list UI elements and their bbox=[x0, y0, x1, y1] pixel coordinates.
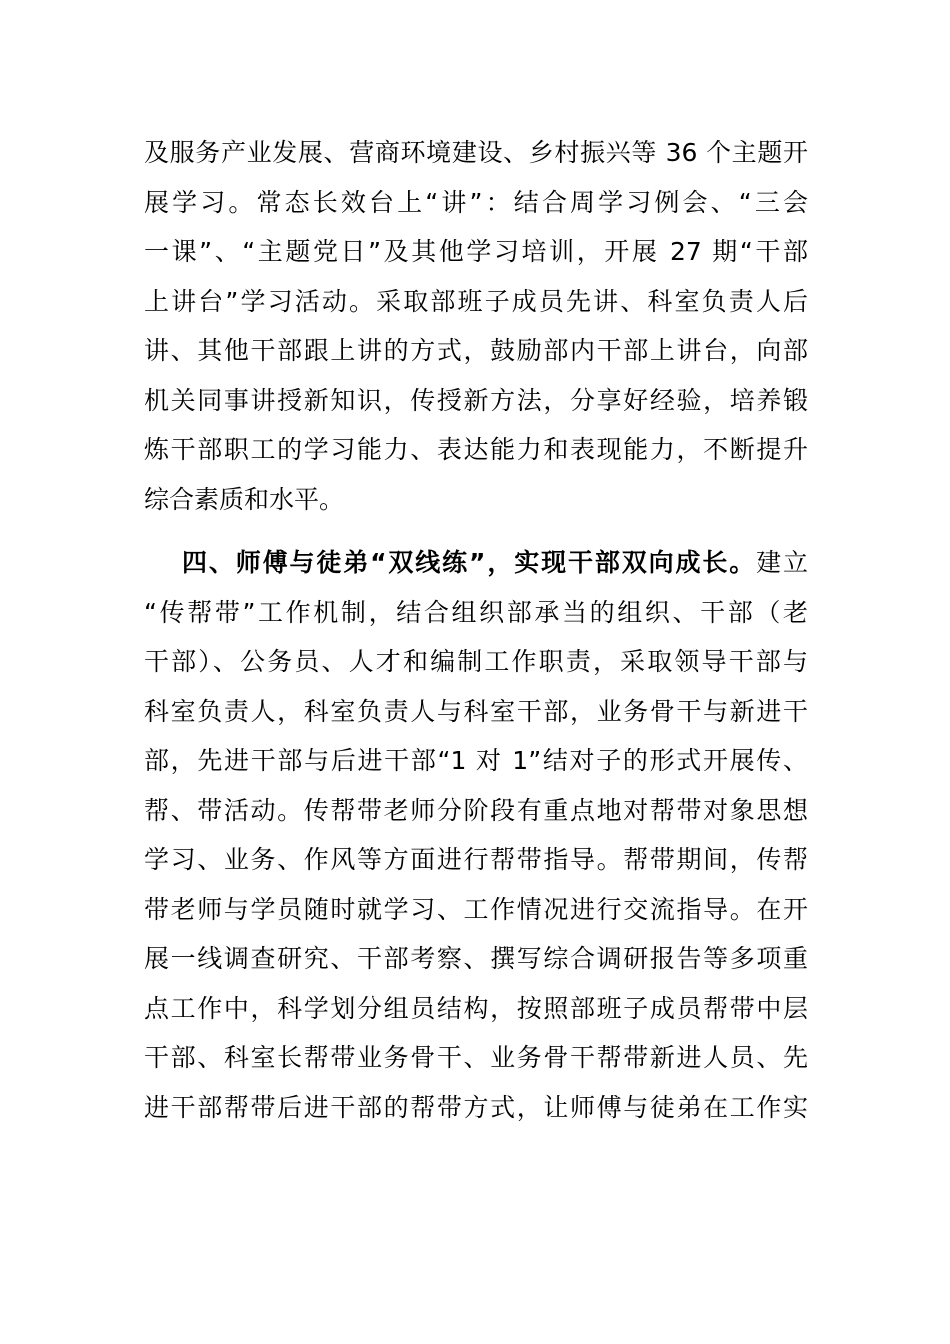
text-line: 点工作中，科学划分组员结构，按照部班子成员帮带中层 bbox=[144, 993, 808, 1023]
paragraph-study-activities bbox=[144, 128, 808, 524]
text-line: 科室负责人，科室负责人与科室干部，业务骨干与新进干 bbox=[144, 696, 808, 726]
text-line: 炼干部职工的学习能力、表达能力和表现能力，不断提升 bbox=[144, 435, 808, 464]
text-line: 综合素质和水平。 bbox=[144, 484, 345, 514]
text-line: 上讲台”学习活动。采取部班子成员先讲、科室负责人后 bbox=[144, 286, 808, 316]
text-line: 机关同事讲授新知识，传授新方法，分享好经验，培养锻 bbox=[144, 385, 808, 415]
text-line bbox=[144, 538, 808, 588]
document-body bbox=[144, 128, 808, 1132]
section-heading: 四、师傅与徒弟“双线练”，实现干部双向成长。 bbox=[182, 548, 757, 577]
text-line: 展学习。常态长效台上“讲”：结合周学习例会、“三会 bbox=[144, 187, 808, 217]
text-line: 部，先进干部与后进干部“1 对 1”结对子的形式开展传、 bbox=[144, 746, 808, 775]
text-line: 一课”、“主题党日”及其他学习培训，开展 27 期“干部 bbox=[144, 237, 808, 266]
text-line: 展一线调查研究、干部考察、撰写综合调研报告等多项重 bbox=[144, 944, 808, 973]
text-line: 干部、科室长帮带业务骨干、业务骨干帮带新进人员、先 bbox=[144, 1043, 808, 1072]
text-line: 带老师与学员随时就学习、工作情况进行交流指导。在开 bbox=[144, 894, 808, 924]
heading-continuation: 建立 bbox=[756, 548, 808, 577]
text-line: 讲、其他干部跟上讲的方式，鼓励部内干部上讲台，向部 bbox=[144, 336, 808, 365]
text-line: “传帮带”工作机制，结合组织部承当的组织、干部（老 bbox=[144, 597, 808, 627]
text-line: 进干部帮带后进干部的帮带方式，让师傅与徒弟在工作实 bbox=[144, 1092, 808, 1122]
paragraph-mentorship bbox=[144, 538, 808, 1132]
paragraph-gap bbox=[144, 524, 808, 538]
text-line: 学习、业务、作风等方面进行帮带指导。帮带期间，传帮 bbox=[144, 845, 808, 874]
text-line: 及服务产业发展、营商环境建设、乡村振兴等 36 个主题开 bbox=[144, 138, 808, 167]
text-line: 帮、带活动。传帮带老师分阶段有重点地对帮带对象思想 bbox=[144, 795, 808, 825]
text-line: 干部）、公务员、人才和编制工作职责，采取领导干部与 bbox=[144, 647, 808, 676]
